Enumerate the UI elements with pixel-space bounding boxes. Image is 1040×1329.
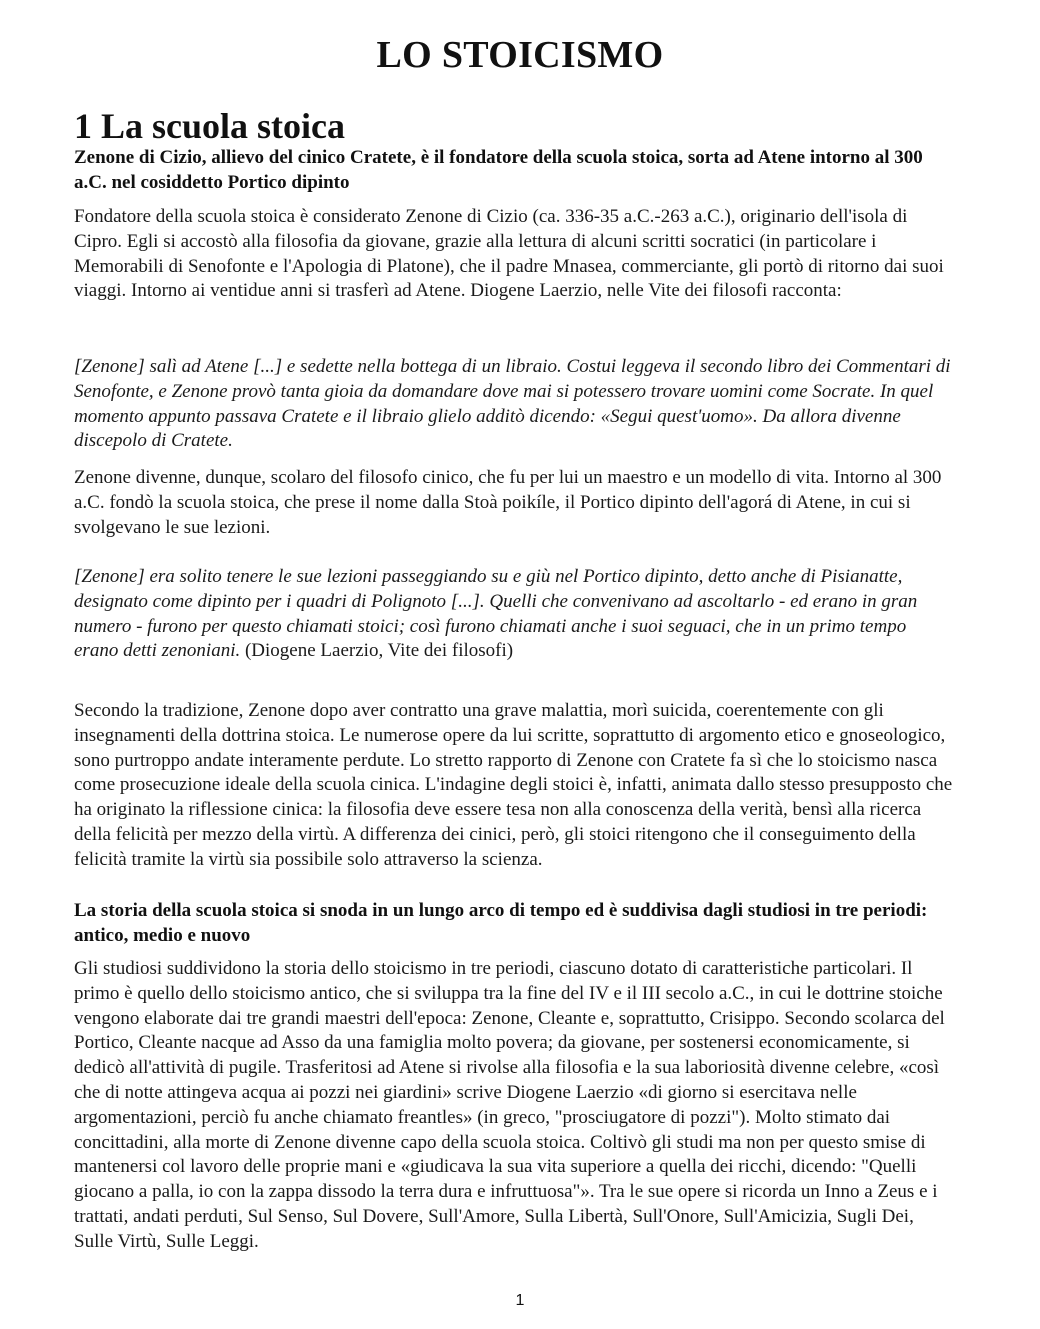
paragraph-stoa: Zenone divenne, dunque, scolaro del filosofo cinico, che fu per lui un maestro e un modello di vita. Intorno al 300 a.C. fondò la scuola stoica, che prese il nome dalla Stoà poikíle, il Portico dipinto dell'agorá di Atene, in cui si svolgevano le sue lezioni. — [74, 467, 942, 538]
page-number: 1 — [515, 1292, 525, 1309]
subheading-founder: Zenone di Cizio, allievo del cinico Cratete, è il fondatore della scuola stoica, sorta ad Atene intorno al 300 a.C. nel cosiddetto Portico dipinto — [74, 147, 923, 193]
quote-portico-citation: (Diogene Laerzio, Vite dei filosofi) — [244, 640, 514, 662]
quote-portico — [74, 565, 954, 664]
paragraph-zeno-death: Secondo la tradizione, Zenone dopo aver contratto una grave malattia, morì suicida, coerentemente con gli insegnamenti della dottrina stoica. Le numerose opere da lui scritte, soprattutto di argomento etico e gnoseologico, sono purtroppo andate interamente perdute. Lo stretto rapporto di Zenone con Cratete fa sì che lo stoicismo nasca come prosecuzione ideale della scuola cinica. L'indagine degli stoici è, infatti, animata dallo stesso presupposto che ha originato la riflessione cinica: la filosofia deve essere tesa non alla conoscenza della verità, bensì alla ricerca della felicità per mezzo della virtù. A differenza dei cinici, però, gli stoici ritengono che il conseguimento della felicità tramite la virtù sia possibile solo attraverso la scienza. — [74, 700, 953, 870]
subheading-periods: La storia della scuola stoica si snoda in un lungo arco di tempo ed è suddivisa dagli studiosi in tre periodi: antico, medio e nuovo — [74, 900, 928, 946]
section-heading: 1 La scuola stoica — [74, 106, 346, 146]
quote-bookshop: [Zenone] salì ad Atene [...] e sedette nella bottega di un libraio. Costui leggeva il secondo libro dei Commentari di Senofonte, e Zenone provò tanta gioia da domandare dove mai si potessero trovare uomini come Socrate. In quel momento appunto passava Cratete e il libraio glielo additò dicendo: «Segui quest'uomo». Da allora divenne discepolo di Cratete. — [74, 356, 951, 452]
paragraph-periods: Gli studiosi suddividono la storia dello stoicismo in tre periodi, ciascuno dotato di caratteristiche particolari. Il primo è quello dello stoicismo antico, che si sviluppa tra la fine del IV e il III secolo a.C., in cui le dottrine stoiche vengono elaborate dai tre grandi maestri dell'epoca: Zenone, Cleante e, soprattutto, Crisippo. Secondo scolarca del Portico, Cleante nacque ad Asso da una famiglia molto povera; da giovane, per sostenersi economicamente, si dedicò all'attività di pugile. Trasferitosi ad Atene si rivolse alla filosofia e la sua laboriosità divenne celebre, «così che di notte attingeva acqua ai pozzi nei giardini» scrive Diogene Laerzio «di giorno si esercitava nelle argomentazioni, perciò fu anche chiamato freantles» (in greco, "prosciugatore di pozzi"). Molto stimato dai concittadini, alla morte di Zenone divenne capo della scuola stoica. Coltivò gli studi ma non per questo smise di mantenersi col lavoro delle proprie mani e «giudicava la sua vita superiore a quella dei ricchi, dicendo: "Quelli giocano a palla, io con la zappa dissodo la terra dura e infruttuosa"». Tra le sue opere si ricorda un Inno a Zeus e i trattati, andati perduti, Sul Senso, Sul Dovere, Sull'Amore, Sulla Libertà, Sull'Onore, Sull'Amicizia, Sugli Dei, Sulle Virtù, Sulle Leggi. — [74, 958, 945, 1252]
paragraph-founder: Fondatore della scuola stoica è considerato Zenone di Cizio (ca. 336-35 a.C.-263 a.C.), originario dell'isola di Cipro. Egli si accostò alla filosofia da giovane, grazie alla lettura di alcuni scritti socratici (in particolare i Memorabili di Senofonte e l'Apologia di Platone), che il padre Mnasea, commerciante, gli portò di ritorno dai suoi viaggi. Intorno ai ventidue anni si trasferì ad Atene. Diogene Laerzio, nelle Vite dei filosofi racconta: — [74, 206, 944, 302]
document-title: LO STOICISMO — [376, 34, 664, 76]
quote-portico-text: [Zenone] era solito tenere le sue lezioni passeggiando su e giù nel Portico dipinto, detto anche di Pisianatte, designato come dipinto per i quadri di Polignoto [...]. Quelli che convenivano ad ascoltarlo - ed erano in gran numero - furono per questo chiamati stoici; così furono chiamati anche i suoi seguaci, che in un primo tempo erano detti zenoniani. — [74, 566, 918, 662]
